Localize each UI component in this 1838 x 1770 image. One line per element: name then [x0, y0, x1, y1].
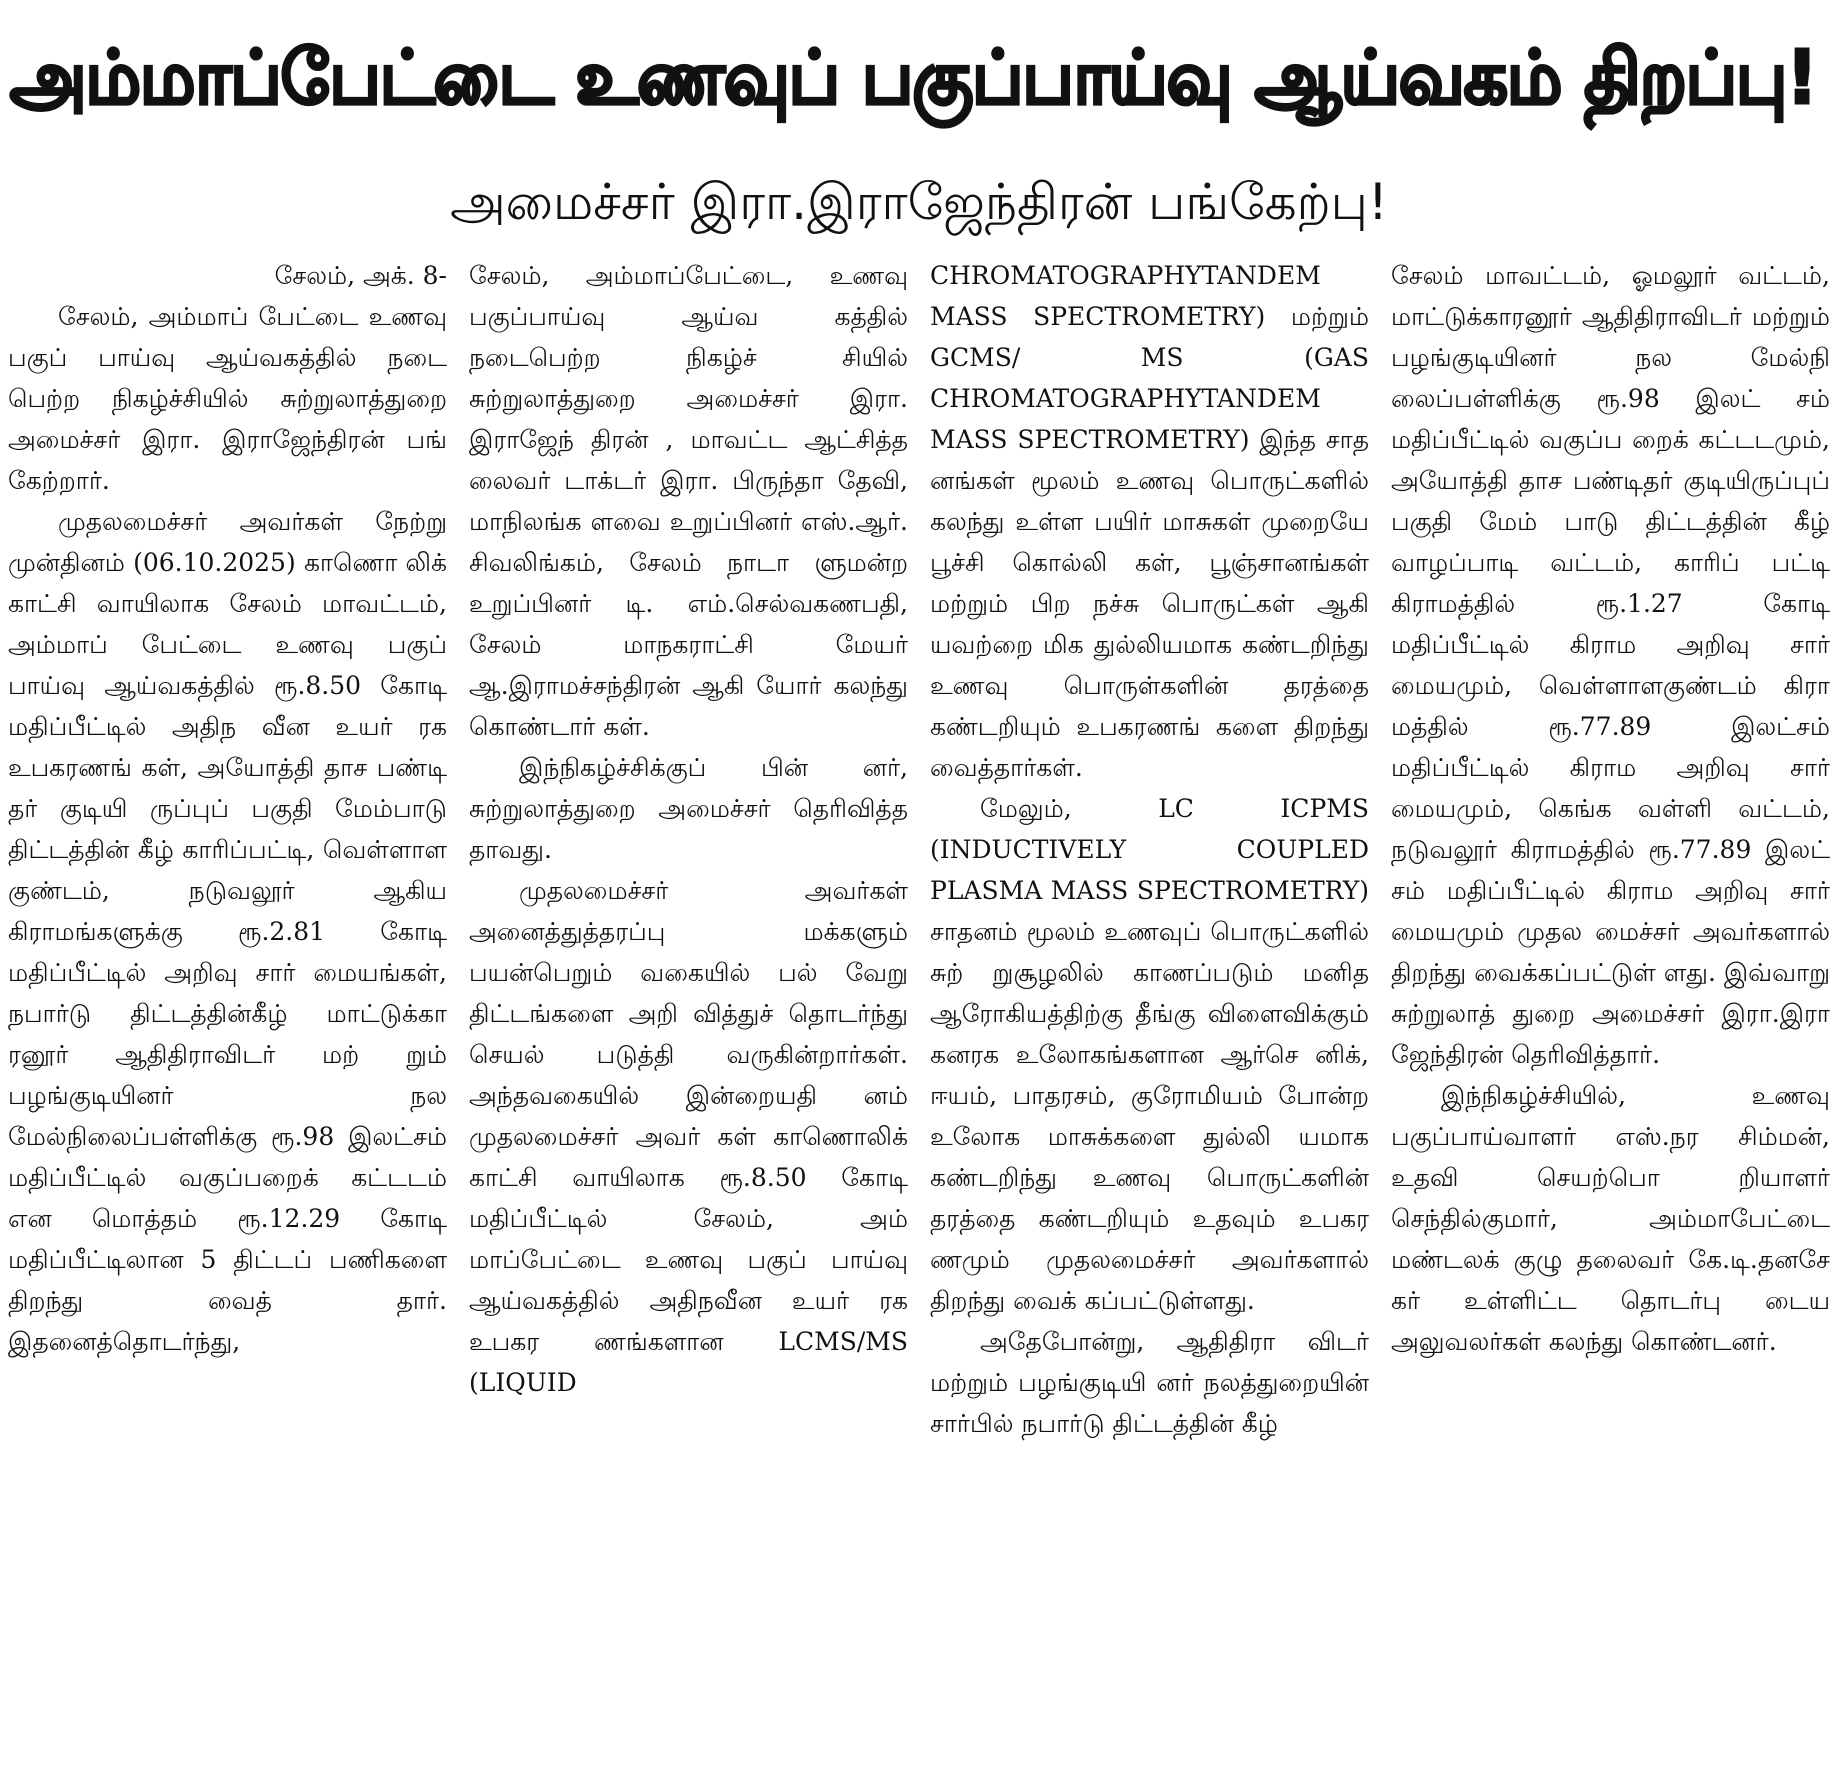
subheadline: அமைச்சர் இரா.இராஜேந்திரன் பங்கேற்பு!	[450, 173, 1388, 231]
dateline-text: சேலம், அக். 8-	[274, 261, 447, 290]
paragraph: சேலம், அம்மாப் பேட்டை உணவு பகுப் பாய்வு ஆய்வகத்தில் நடை பெற்ற நிகழ்ச்சியில் சுற்றுலாத்துறை அமைச்சர் இரா. இராஜேந்திரன் பங் கேற்றார்.	[8, 302, 447, 495]
paragraph: சேலம் மாவட்டம், ஓமலூர் வட்டம், மாட்டுக்காரனூர் ஆதிதிராவிடர் மற்றும் பழங்குடியினர் நல மேல்நி லைப்பள்ளிக்கு ரூ.98 இலட் சம் மதிப்பீட்டில் வகுப்ப றைக் கட்டடமும், அயோத்தி தாச பண்டிதர் குடியிருப்புப் பகுதி மேம் பாடு திட்டத்தின் கீழ் வாழப்பாடி வட்டம், காரிப் பட்டி கிராமத்தில் ரூ.1.27 கோடி மதிப்பீட்டில் கிராம அறிவு சார் மையமும், வெள்ளாளகுண்டம் கிரா மத்தில் ரூ.77.89 இலட்சம் மதிப்பீட்டில் கிராம அறிவு சார் மையமும், கெங்க வள்ளி வட்டம், நடுவலூர் கிராமத்தில் ரூ.77.89 இலட் சம் மதிப்பீட்டில் கிராம அறிவு சார் மையமும் முதல மைச்சர் அவர்களால் திறந்து வைக்கப்பட்டுள் ளது. இவ்வாறு சுற்றுலாத் துறை அமைச்சர் இரா.இரா ஜேந்திரன் தெரிவித்தார்.	[1391, 261, 1830, 1069]
paragraph: CHROMATOGRAPHYTANDEM MASS SPECTROMETRY) மற்றும் GCMS/ MS (GAS CHROMATOGRAPHYTANDEM MASS SPECTROMETRY) இந்த சாத னங்கள் மூலம் உணவு பொருட்களில் கலந்து உள்ள பயிர் மாசுகள் முறையே பூச்சி கொல்லி கள், பூஞ்சானங்கள் மற்றும் பிற நச்சு பொருட்கள் ஆகி யவற்றை மிக துல்லியமாக கண்டறிந்து உணவு பொருள்களின் தரத்தை கண்டறியும் உபகரணங் களை திறந்து வைத்தார்கள்.	[930, 261, 1369, 782]
paragraph: மேலும், LC ICPMS (INDUCTIVELY COUPLED PLASMA MASS SPECTROMETRY) சாதனம் மூலம் உணவுப் பொருட்களில் சுற் றுசூழலில் காணப்படும் மனித ஆரோகியத்திற்கு தீங்கு விளைவிக்கும் கனரக உலோகங்களான ஆர்செ னிக், ஈயம், பாதரசம், குரோமியம் போன்ற உலோக மாசுக்களை துல்லி யமாக கண்டறிந்து உணவு பொருட்களின் தரத்தை கண்டறியும் உதவும் உபகர ணமும் முதலமைச்சர் அவர்களால் திறந்து வைக் கப்பட்டுள்ளது.	[930, 794, 1369, 1315]
headline: அம்மாப்பேட்டை உணவுப் பகுப்பாய்வு ஆய்வகம் திறப்பு!	[10, 35, 1817, 121]
article-column-1	[8, 255, 447, 1765]
article-body	[8, 255, 1830, 1765]
paragraph: முதலமைச்சர் அவர்கள் நேற்று முன்தினம் (06.10.2025) காணொ லிக் காட்சி வாயிலாக சேலம் மாவட்டம், அம்மாப் பேட்டை உணவு பகுப் பாய்வு ஆய்வகத்தில் ரூ.8.50 கோடி மதிப்பீட்டில் அதிந வீன உயர் ரக உபகரணங் கள், அயோத்தி தாச பண்டி தர் குடியி ருப்புப் பகுதி மேம்பாடு திட்டத்தின் கீழ் காரிப்பட்டி, வெள்ளாள குண்டம், நடுவலூர் ஆகிய கிராமங்களுக்கு ரூ.2.81 கோடி மதிப்பீட்டில் அறிவு சார் மையங்கள், நபார்டு திட்டத்தின்கீழ் மாட்டுக்கா ரனூர் ஆதிதிராவிடர் மற் றும் பழங்குடியினர் நல மேல்நிலைப்பள்ளிக்கு ரூ.98 இலட்சம் மதிப்பீட்டில் வகுப்பறைக் கட்டடம் என மொத்தம் ரூ.12.29 கோடி மதிப்பீட்டிலான 5 திட்டப் பணிகளை திறந்து வைத் தார். இதனைத்தொடர்ந்து,	[8, 507, 447, 1356]
article-column-4	[1391, 255, 1830, 1765]
article-column-3	[930, 255, 1369, 1765]
dateline	[8, 255, 447, 296]
article-column-2	[469, 255, 908, 1765]
paragraph: இந்நிகழ்ச்சியில், உணவு பகுப்பாய்வாளர் எஸ்.நர சிம்மன், உதவி செயற்பொ றியாளர் செந்தில்குமார், அம்மாபேட்டை மண்டலக் குழு தலைவர் கே.டி.தனசே கர் உள்ளிட்ட தொடர்பு டைய அலுவலர்கள் கலந்து கொண்டனர்.	[1391, 1081, 1830, 1356]
paragraph: இந்நிகழ்ச்சிக்குப் பின் னர், சுற்றுலாத்துறை அமைச்சர் தெரிவித்த தாவது.	[469, 753, 908, 864]
paragraph: அதேபோன்று, ஆதிதிரா விடர் மற்றும் பழங்குடியி னர் நலத்துறையின் சார்பில் நபார்டு திட்டத்தின் கீழ்	[930, 1327, 1369, 1438]
paragraph: சேலம், அம்மாப்பேட்டை, உணவு பகுப்பாய்வு ஆய்வ கத்தில் நடைபெற்ற நிகழ்ச் சியில் சுற்றுலாத்துறை அமைச்சர் இரா. இராஜேந் திரன் , மாவட்ட ஆட்சித்த லைவர் டாக்டர் இரா. பிருந்தா தேவி, மாநிலங்க ளவை உறுப்பினர் எஸ்.ஆர். சிவலிங்கம், சேலம் நாடா ளுமன்ற உறுப்பினர் டி. எம்.செல்வகணபதி, சேலம் மாநகராட்சி மேயர் ஆ.இராமச்சந்திரன் ஆகி யோர் கலந்து கொண்டார் கள்.	[469, 261, 908, 741]
paragraph: முதலமைச்சர் அவர்கள் அனைத்துத்தரப்பு மக்களும் பயன்பெறும் வகையில் பல் வேறு திட்டங்களை அறி வித்துச் தொடர்ந்து செயல் படுத்தி வருகின்றார்கள். அந்தவகையில் இன்றையதி னம் முதலமைச்சர் அவர் கள் காணொலிக் காட்சி வாயிலாக ரூ.8.50 கோடி மதிப்பீட்டில் சேலம், அம் மாப்பேட்டை உணவு பகுப் பாய்வு ஆய்வகத்தில் அதிநவீன உயர் ரக உபகர ணங்களான LCMS/MS (LIQUID	[469, 876, 908, 1397]
